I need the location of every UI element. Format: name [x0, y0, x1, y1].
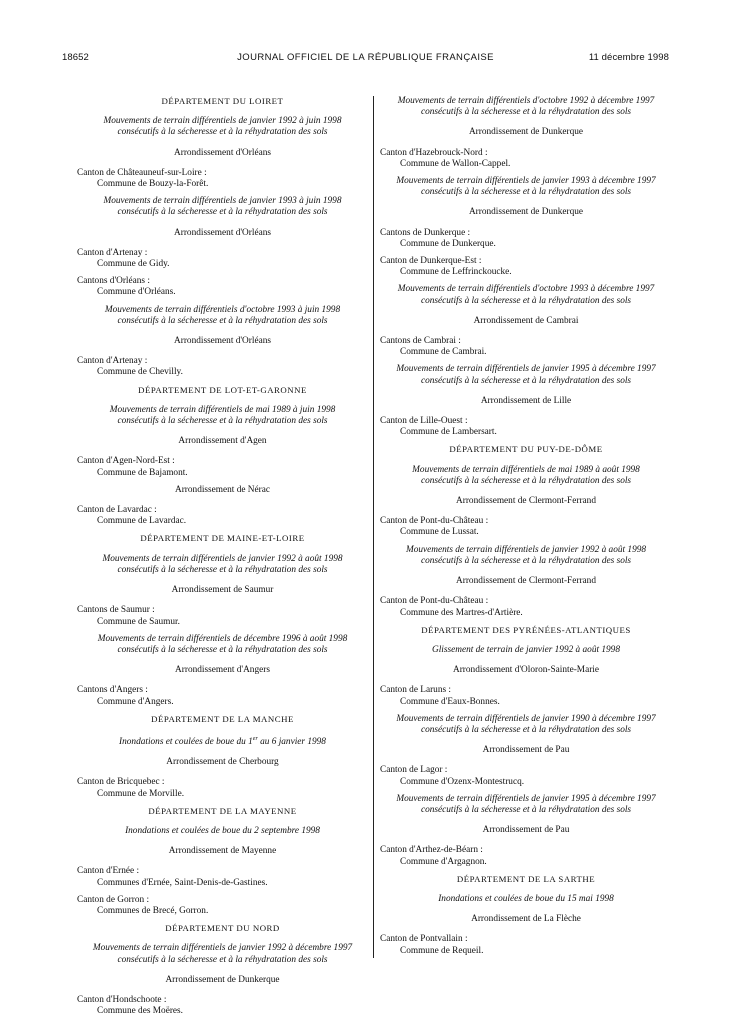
commune-list: Commune des Moëres.: [97, 1006, 183, 1017]
canton-entry: [380, 934, 672, 956]
event-description-line: Mouvements de terrain différentiels d'octobre 1993 à décembre 1997: [397, 284, 655, 295]
event-description: [380, 645, 672, 656]
commune-list: Commune de Leffrinckoucke.: [400, 267, 512, 278]
commune-list: Commune d'Argagnon.: [400, 856, 487, 867]
event-description-line: Mouvements de terrain différentiels d'octobre 1992 à décembre 1997: [397, 96, 655, 106]
department-heading: DÉPARTEMENT DE LOT-ET-GARONNE: [138, 384, 307, 395]
journal-title: JOURNAL OFFICIEL DE LA RÉPUBLIQUE FRANÇAISE: [237, 52, 494, 63]
event-description-line: Mouvements de terrain différentiels de janvier 1990 à décembre 1997: [396, 713, 656, 724]
canton-name: Canton d'Artenay :: [77, 247, 148, 258]
commune-list: Commune de Bouzy-la-Forêt.: [97, 179, 209, 190]
canton-entry: [77, 456, 368, 478]
arrondissement-heading: Arrondissement d'Angers: [175, 665, 270, 676]
event-description-line: Glissement de terrain de janvier 1992 à août 1998: [432, 644, 620, 655]
canton-entry: [77, 276, 368, 298]
department-heading: DÉPARTEMENT DU PUY-DE-DÔME: [449, 444, 603, 455]
canton-name: Canton de Pont-du-Château :: [380, 516, 489, 527]
event-description-line: Inondations et coulées de boue du 1er au 6 janvier 1998: [119, 735, 326, 748]
department-heading: DÉPARTEMENT DE LA SARTHE: [456, 873, 596, 884]
event-description-line: Mouvements de terrain différentiels de janvier 1995 à décembre 1997: [396, 793, 656, 804]
event-description-line: consécutifs à la sécheresse et à la réhydratation des sols: [420, 804, 632, 815]
arrondissement-heading: Arrondissement d'Orléans: [174, 227, 271, 238]
event-description: [77, 634, 368, 656]
department-heading: DÉPARTEMENT DES PYRÉNÉES-ATLANTIQUES: [421, 624, 631, 635]
canton-entry: [77, 505, 368, 527]
canton-name: Canton de Lavardac :: [77, 505, 157, 516]
event-description-line: Mouvements de terrain différentiels de mai 1989 à juin 1998: [109, 404, 336, 415]
arrondissement-heading: Arrondissement de Cambrai: [473, 315, 579, 326]
event-description-line: Mouvements de terrain différentiels de janvier 1993 à juin 1998: [103, 196, 342, 207]
event-description-line: Mouvements de terrain différentiels de janvier 1992 à août 1998: [405, 544, 647, 555]
department-heading: DÉPARTEMENT DE LA MAYENNE: [148, 805, 297, 816]
canton-entry: [77, 995, 368, 1017]
canton-name: Canton de Laruns :: [380, 685, 452, 696]
event-description: [380, 465, 672, 487]
event-description-line: consécutifs à la sécheresse et à la réhydratation des sols: [420, 107, 632, 118]
commune-list: Commune de Lavardac.: [97, 516, 187, 527]
canton-entry: [380, 596, 672, 618]
commune-list: Commune de Gidy.: [97, 259, 170, 270]
event-description: [380, 545, 672, 567]
canton-entry: [380, 148, 672, 170]
arrondissement-heading: Arrondissement d'Agen: [178, 436, 267, 447]
canton-name: Canton d'Artenay :: [77, 356, 148, 367]
canton-entry: [380, 256, 672, 278]
event-description-line: consécutifs à la sécheresse et à la réhydratation des sols: [117, 127, 328, 138]
event-description-line: consécutifs à la sécheresse et à la réhydratation des sols: [117, 644, 328, 655]
canton-name: Canton de Lille-Ouest :: [380, 416, 468, 427]
arrondissement-heading: Arrondissement de La Flèche: [471, 914, 581, 925]
event-description: [77, 305, 368, 327]
event-description: [380, 284, 672, 306]
right-column: [380, 96, 672, 963]
event-description-line: consécutifs à la sécheresse et à la réhydratation des sols: [420, 375, 632, 386]
event-description: [77, 405, 368, 427]
event-description: [77, 116, 368, 138]
event-description: [380, 714, 672, 736]
event-description-line: consécutifs à la sécheresse et à la réhydratation des sols: [420, 555, 632, 566]
event-description: [77, 943, 368, 965]
event-description-line: Mouvements de terrain différentiels de décembre 1996 à août 1998: [97, 633, 348, 644]
canton-entry: [380, 765, 672, 787]
arrondissement-heading: Arrondissement de Dunkerque: [468, 127, 584, 138]
canton-name: Canton de Bricquebec :: [77, 777, 165, 788]
canton-entry: [380, 516, 672, 538]
canton-name: Cantons d'Angers :: [77, 685, 148, 696]
event-description-line: Mouvements de terrain différentiels de janvier 1995 à décembre 1997: [396, 364, 656, 375]
event-description-line: consécutifs à la sécheresse et à la réhydratation des sols: [117, 954, 328, 965]
commune-list: Commune d'Eaux-Bonnes.: [400, 696, 500, 707]
arrondissement-heading: Arrondissement d'Oloron-Sainte-Marie: [453, 665, 599, 676]
commune-list: Commune de Lambersart.: [400, 427, 497, 438]
event-description-line: Mouvements de terrain différentiels de janvier 1992 à décembre 1997: [92, 943, 353, 954]
event-description-line: consécutifs à la sécheresse et à la réhydratation des sols: [420, 295, 632, 306]
canton-name: Cantons de Cambrai :: [380, 336, 461, 347]
event-description-line: consécutifs à la sécheresse et à la réhydratation des sols: [117, 564, 328, 575]
arrondissement-heading: Arrondissement de Clermont-Ferrand: [456, 576, 596, 587]
left-column: [77, 96, 368, 1023]
canton-name: Canton de Gorron :: [77, 894, 150, 905]
canton-entry: [380, 336, 672, 358]
event-description: [77, 826, 368, 837]
canton-entry: [380, 228, 672, 250]
event-description: [380, 894, 672, 905]
canton-name: Canton de Lagor :: [380, 765, 448, 776]
event-description-line: Mouvements de terrain différentiels de janvier 1992 à août 1998: [102, 553, 343, 564]
commune-list: Commune de Cambrai.: [400, 347, 487, 358]
event-description: [77, 734, 368, 748]
arrondissement-heading: Arrondissement de Cherbourg: [166, 757, 279, 768]
commune-list: Commune des Martres-d'Artière.: [400, 607, 523, 618]
canton-entry: [380, 685, 672, 707]
issue-date: 11 décembre 1998: [588, 52, 669, 63]
event-description: [380, 176, 672, 198]
arrondissement-heading: Arrondissement d'Orléans: [174, 147, 271, 158]
event-description-line: consécutifs à la sécheresse et à la réhydratation des sols: [420, 724, 632, 735]
column-divider: [373, 96, 374, 958]
canton-name: Canton d'Arthez-de-Béarn :: [380, 845, 483, 856]
canton-entry: [77, 248, 368, 270]
arrondissement-heading: Arrondissement de Saumur: [171, 585, 274, 596]
department-heading: DÉPARTEMENT DU LOIRET: [161, 96, 284, 106]
canton-name: Cantons de Saumur :: [77, 605, 155, 616]
event-description-line: consécutifs à la sécheresse et à la réhydratation des sols: [117, 207, 328, 218]
canton-entry: [380, 416, 672, 438]
canton-name: Canton d'Agen-Nord-Est :: [77, 456, 175, 467]
arrondissement-heading: Arrondissement de Lille: [480, 395, 572, 406]
canton-name: Cantons de Dunkerque :: [380, 227, 471, 238]
canton-name: Canton de Pontvallain :: [380, 934, 468, 945]
commune-list: Commune d'Angers.: [97, 696, 174, 707]
event-description-line: consécutifs à la sécheresse et à la réhydratation des sols: [420, 475, 632, 486]
arrondissement-heading: Arrondissement de Clermont-Ferrand: [456, 496, 596, 507]
canton-entry: [77, 777, 368, 799]
department-heading: DÉPARTEMENT DE LA MANCHE: [151, 713, 294, 724]
event-description-line: Mouvements de terrain différentiels de janvier 1992 à juin 1998: [103, 116, 342, 127]
commune-list: Commune de Requeil.: [400, 945, 484, 956]
event-description: [380, 96, 672, 118]
event-description: [380, 794, 672, 816]
canton-entry: [77, 168, 368, 190]
event-description-line: Mouvements de terrain différentiels d'octobre 1993 à juin 1998: [104, 304, 341, 315]
commune-list: Communes d'Ernée, Saint-Denis-de-Gastines.: [97, 877, 268, 888]
canton-name: Canton d'Ernée :: [77, 866, 140, 877]
arrondissement-heading: Arrondissement de Dunkerque: [165, 974, 280, 985]
canton-entry: [380, 845, 672, 867]
canton-entry: [77, 356, 368, 378]
commune-list: Commune d'Ozenx-Montestrucq.: [400, 776, 525, 787]
canton-name: Cantons d'Orléans :: [77, 276, 150, 287]
event-description: [77, 554, 368, 576]
arrondissement-heading: Arrondissement de Pau: [482, 825, 570, 836]
canton-name: Canton de Châteauneuf-sur-Loire :: [77, 167, 207, 178]
canton-name: Canton de Dunkerque-Est :: [380, 256, 482, 267]
event-description-line: Inondations et coulées de boue du 15 mai 1998: [438, 893, 614, 904]
arrondissement-heading: Arrondissement de Nérac: [175, 484, 270, 495]
commune-list: Commune de Morville.: [97, 788, 185, 799]
department-heading: DÉPARTEMENT DU NORD: [165, 923, 280, 934]
event-description-line: Inondations et coulées de boue du 2 septembre 1998: [125, 826, 320, 837]
commune-list: Commune d'Orléans.: [97, 287, 176, 298]
event-description: [77, 196, 368, 218]
commune-list: Commune de Chevilly.: [97, 367, 183, 378]
event-description: [380, 364, 672, 386]
event-description-line: consécutifs à la sécheresse et à la réhydratation des sols: [117, 416, 328, 427]
arrondissement-heading: Arrondissement de Mayenne: [168, 846, 277, 857]
page-header: [62, 52, 669, 70]
department-heading: DÉPARTEMENT DE MAINE-ET-LOIRE: [140, 533, 305, 544]
canton-name: Canton d'Hondschoote :: [77, 995, 167, 1006]
commune-list: Commune de Dunkerque.: [400, 238, 496, 249]
canton-entry: [77, 866, 368, 888]
canton-entry: [77, 605, 368, 627]
arrondissement-heading: Arrondissement d'Orléans: [174, 336, 271, 347]
page-number: 18652: [62, 52, 89, 63]
event-description-line: Mouvements de terrain différentiels de mai 1989 à août 1998: [412, 464, 640, 475]
canton-name: Canton de Pont-du-Château :: [380, 596, 489, 607]
commune-list: Communes de Brecé, Gorron.: [97, 906, 209, 917]
commune-list: Commune de Wallon-Cappel.: [400, 158, 511, 169]
commune-list: Commune de Lussat.: [400, 527, 479, 538]
event-description-line: consécutifs à la sécheresse et à la réhydratation des sols: [117, 315, 328, 326]
commune-list: Commune de Bajamont.: [97, 467, 188, 478]
canton-entry: [77, 685, 368, 707]
event-description-line: Mouvements de terrain différentiels de janvier 1993 à décembre 1997: [396, 176, 656, 187]
commune-list: Commune de Saumur.: [97, 616, 180, 627]
arrondissement-heading: Arrondissement de Dunkerque: [468, 207, 584, 218]
event-description-line: consécutifs à la sécheresse et à la réhydratation des sols: [420, 187, 632, 198]
canton-name: Canton d'Hazebrouck-Nord :: [380, 147, 488, 158]
canton-entry: [77, 895, 368, 917]
arrondissement-heading: Arrondissement de Pau: [482, 745, 570, 756]
